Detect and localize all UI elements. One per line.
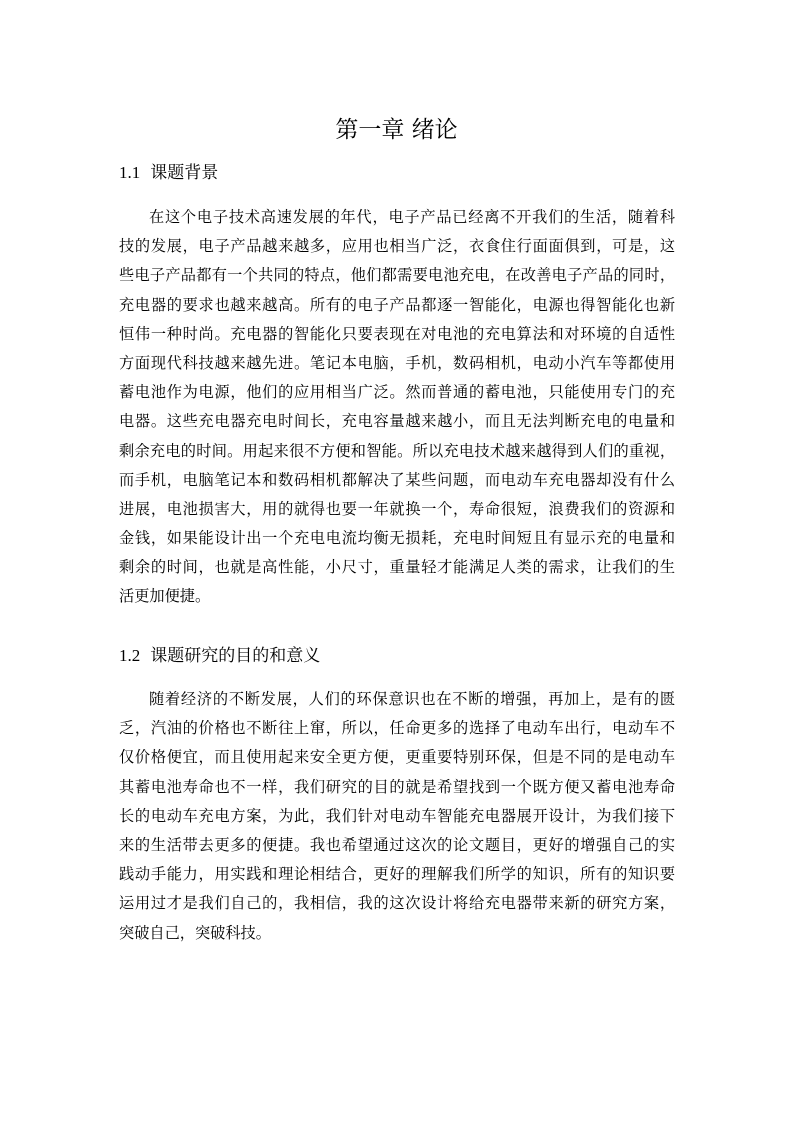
paragraph-line: 其蓄电池寿命也不一样，我们研究的目的就是希望找到一个既方便又蓄电池寿命 bbox=[119, 777, 675, 796]
paragraph-line: 来的生活带去更多的便捷。我也希望通过这次的论文题目，更好的增强自己的实 bbox=[119, 835, 675, 854]
paragraph-line: 进展，电池损害大，用的就得也要一年就换一个，寿命很短，浪费我们的资源和 bbox=[119, 499, 675, 518]
paragraph-line: 践动手能力，用实践和理论相结合，更好的理解我们所学的知识，所有的知识要 bbox=[119, 865, 675, 884]
paragraph-line: 方面现代科技越来越先进。笔记本电脑，手机，数码相机，电动小汽车等都使用 bbox=[119, 353, 675, 372]
chapter-title: 第一章 绪论 bbox=[335, 117, 458, 143]
paragraph-purpose bbox=[119, 685, 675, 948]
paragraph-line: 些电子产品都有一个共同的特点，他们都需要电池充电，在改善电子产品的同时， bbox=[119, 266, 675, 285]
paragraph-line: 乏，汽油的价格也不断往上窜，所以，任命更多的选择了电动车出行，电动车不 bbox=[119, 719, 675, 738]
section-title: 课题背景 bbox=[150, 163, 219, 183]
paragraph-line: 充电器的要求也越来越高。所有的电子产品都逐一智能化，电源也得智能化也新 bbox=[119, 295, 675, 314]
paragraph-line: 剩余充电的时间。用起来很不方便和智能。所以充电技术越来越得到人们的重视， bbox=[119, 441, 675, 460]
paragraph-background bbox=[119, 203, 675, 612]
section-number: 1.1 bbox=[119, 163, 141, 182]
paragraph-line: 仅价格便宜，而且使用起来安全更方便，更重要特别环保，但是不同的是电动车 bbox=[119, 748, 675, 767]
paragraph-line: 随着经济的不断发展，人们的环保意识也在不断的增强，再加上，是有的匮 bbox=[149, 690, 675, 708]
paragraph-line: 长的电动车充电方案，为此，我们针对电动车智能充电器展开设计，为我们接下 bbox=[119, 806, 675, 825]
section-heading-1-2 bbox=[119, 644, 320, 668]
paragraph-line: 恒伟一种时尚。充电器的智能化只要表现在对电池的充电算法和对环境的自适性 bbox=[119, 324, 675, 343]
paragraph-line: 而手机，电脑笔记本和数码相机都解决了某些问题，而电动车充电器却没有什么 bbox=[119, 470, 675, 489]
paragraph-line: 电器。这些充电器充电时间长，充电容量越来越小，而且无法判断充电的电量和 bbox=[119, 412, 675, 431]
paragraph-line: 技的发展，电子产品越来越多，应用也相当广泛，衣食住行面面俱到，可是，这 bbox=[119, 237, 675, 256]
paragraph-line: 活更加便捷。 bbox=[119, 587, 211, 606]
section-number: 1.2 bbox=[119, 646, 141, 665]
section-heading-1-1 bbox=[119, 161, 218, 185]
paragraph-line: 剩余的时间，也就是高性能，小尺寸，重量轻才能满足人类的需求，让我们的生 bbox=[119, 558, 675, 577]
paragraph-line: 蓄电池作为电源，他们的应用相当广泛。然而普通的蓄电池，只能使用专门的充 bbox=[119, 383, 675, 402]
paragraph-line: 金钱，如果能设计出一个充电电流均衡无损耗，充电时间短且有显示充的电量和 bbox=[119, 529, 675, 548]
paragraph-line: 突破自己，突破科技。 bbox=[119, 923, 271, 942]
paragraph-line: 运用过才是我们自己的，我相信，我的这次设计将给充电器带来新的研究方案， bbox=[119, 894, 675, 913]
paragraph-line: 在这个电子技术高速发展的年代，电子产品已经离不开我们的生活，随着科 bbox=[149, 208, 675, 226]
section-title: 课题研究的目的和意义 bbox=[150, 646, 321, 666]
